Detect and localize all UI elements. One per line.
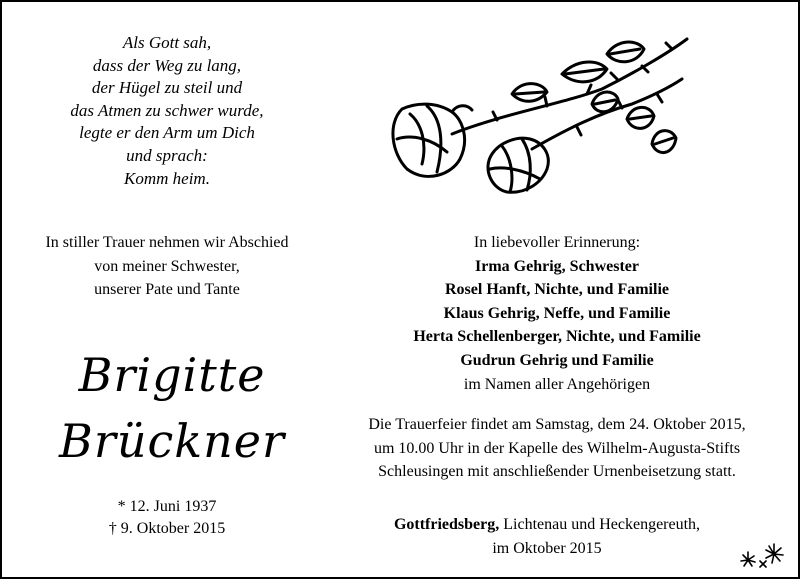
last-name: Brückner — [59, 414, 285, 468]
place-line — [322, 513, 772, 537]
birth-date: * 12. Juni 1937 — [117, 498, 217, 515]
death-date: † 9. Oktober 2015 — [108, 520, 226, 537]
intro-line: In stiller Trauer nehmen wir Abschied — [45, 234, 289, 251]
ceremony-line: um 10.00 Uhr in der Kapelle des Wilhelm-Augusta-Stifts — [373, 439, 741, 457]
family-member: Klaus Gehrig, Neffe, und Familie — [443, 304, 671, 322]
family-member: Rosel Hanft, Nichte, und Familie — [445, 281, 669, 299]
small-stars-ornament-icon — [738, 540, 788, 568]
poem-line: der Hügel zu steil und — [91, 78, 243, 98]
poem-line: das Atmen zu schwer wurde, — [70, 100, 264, 120]
family-member: Gudrun Gehrig und Familie — [460, 351, 654, 369]
poem-line: Komm heim. — [124, 168, 210, 188]
poem-line: dass der Weg zu lang, — [92, 55, 242, 75]
place-bold: Gottfriedsberg, — [393, 516, 500, 533]
family-list — [322, 231, 792, 396]
family-member: Herta Schellenberger, Nichte, und Familie — [413, 328, 701, 346]
notice-date: im Oktober 2015 — [492, 539, 602, 557]
first-name: Brigitte — [78, 348, 266, 402]
rose-branch-illustration — [382, 34, 692, 194]
place-and-date — [322, 513, 772, 560]
life-dates — [22, 496, 312, 540]
poem-line: und sprach: — [126, 145, 208, 165]
deceased-name — [32, 342, 312, 474]
intro-line: von meiner Schwester, — [94, 257, 240, 275]
place-rest: Lichtenau und Heckengereuth, — [499, 516, 701, 533]
poem-line: legte er den Arm um Dich — [79, 123, 255, 143]
ceremony-line: Schleusingen mit anschließender Urnenbeisetzung statt. — [378, 463, 736, 480]
poem-line: Als Gott sah, — [122, 33, 212, 52]
family-heading: In liebevoller Erinnerung: — [473, 234, 641, 251]
poem — [22, 32, 312, 190]
intro-text — [17, 231, 317, 302]
family-member: Irma Gehrig, Schwester — [475, 257, 639, 275]
ceremony-line: Die Trauerfeier findet am Samstag, dem 24. Oktober 2015, — [368, 416, 746, 433]
ceremony-notice — [322, 413, 792, 484]
family-closing: im Namen aller Angehörigen — [463, 375, 651, 393]
intro-line: unserer Pate und Tante — [94, 281, 240, 298]
